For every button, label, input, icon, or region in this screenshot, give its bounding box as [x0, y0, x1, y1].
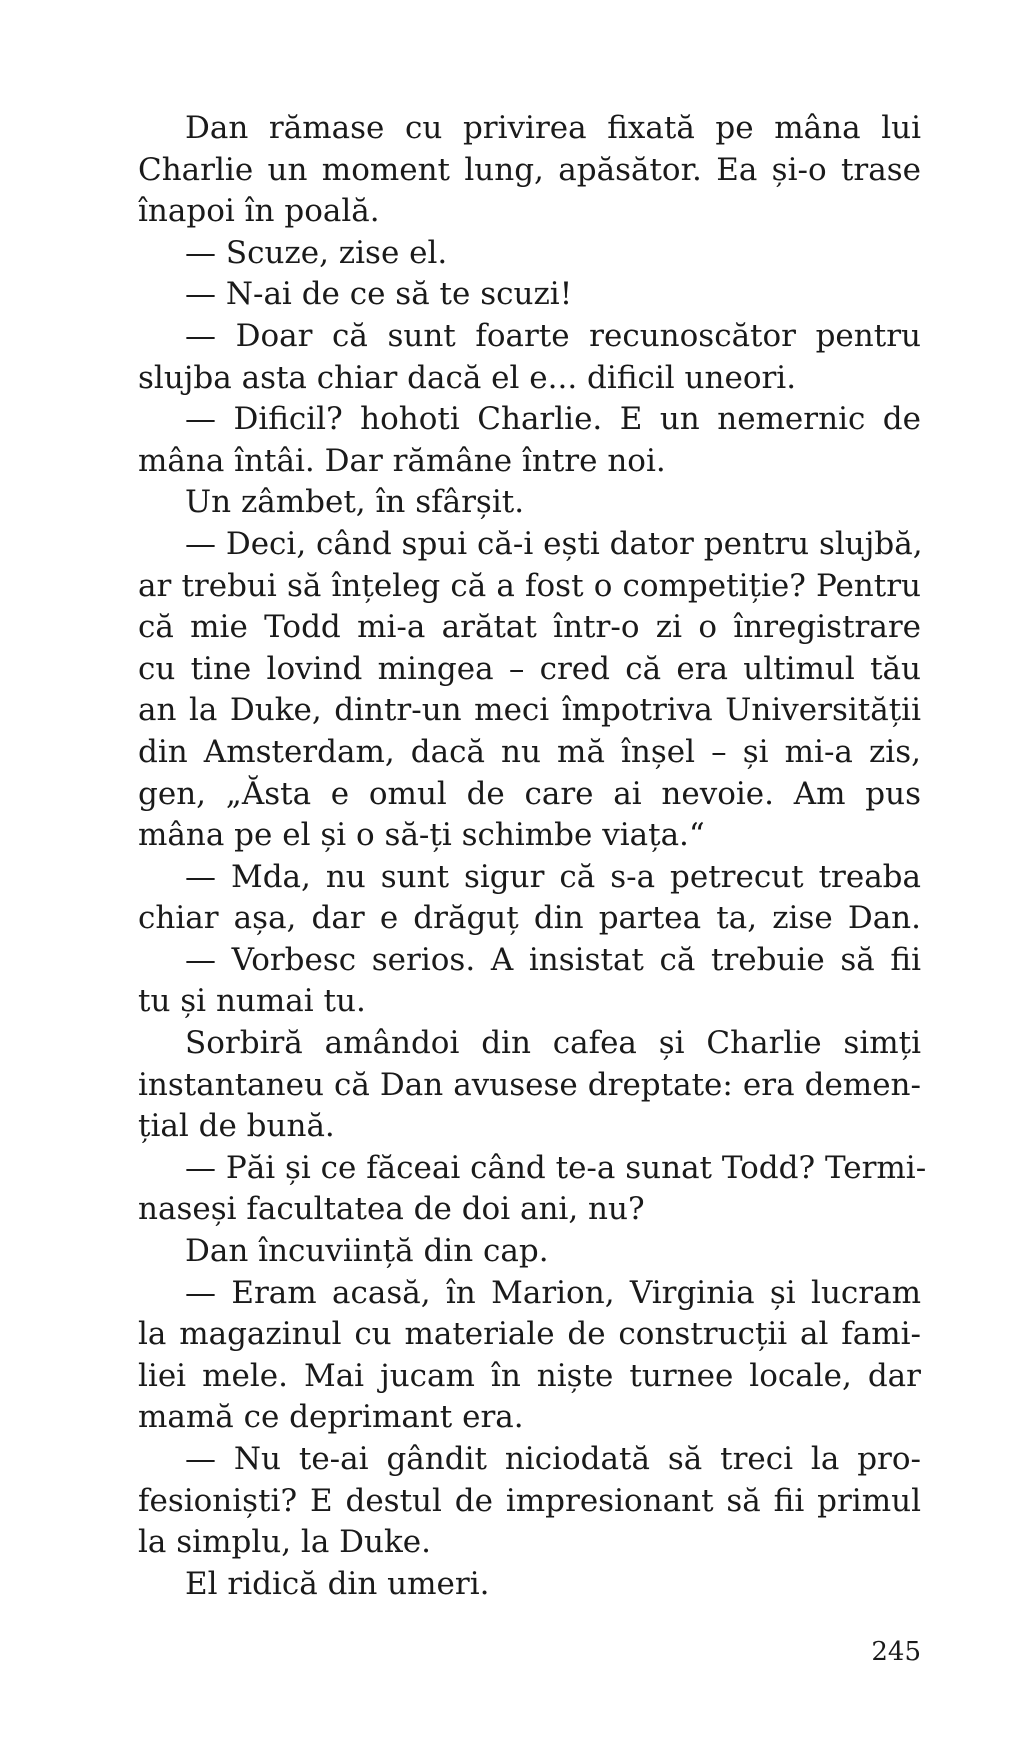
- text-line: mâna întâi. Dar rămâne între noi.: [138, 442, 666, 479]
- text-line: Dan încuviință din cap.: [185, 1233, 549, 1270]
- text-line: — Nu te-ai gândit niciodată să treci la pro-: [185, 1441, 921, 1477]
- text-line: chiar așa, dar e drăguț din partea ta, zise Dan.: [138, 900, 921, 937]
- text-line: fesioniști? E destul de impresionant să fii primul: [138, 1482, 921, 1519]
- text-line: că mie Todd mi-a arătat într-o zi o înregistrare: [138, 609, 921, 646]
- text-line: naseși facultatea de doi ani, nu?: [138, 1191, 645, 1228]
- text-line: — Vorbesc serios. A insistat că trebuie să fii: [185, 941, 921, 978]
- text-line: Dan rămase cu privirea fixată pe mâna lui: [185, 110, 921, 146]
- body-text: [138, 108, 927, 1605]
- text-line: gen, „Ăsta e omul de care ai nevoie. Am pus: [138, 775, 921, 812]
- text-line: mamă ce deprimant era.: [138, 1399, 524, 1436]
- text-line: tu și numai tu.: [138, 983, 366, 1020]
- text-line: — N-ai de ce să te scuzi!: [185, 276, 573, 313]
- text-line: din Amsterdam, dacă nu mă înșel – și mi-a zis,: [138, 733, 921, 770]
- text-line: — Eram acasă, în Marion, Virginia și lucram: [185, 1274, 921, 1311]
- text-line: an la Duke, dintr-un meci împotriva Universității: [138, 692, 921, 729]
- text-line: la magazinul cu materiale de construcții al fami-: [138, 1316, 921, 1353]
- text-line: la simplu, la Duke.: [138, 1524, 431, 1561]
- text-line: mâna pe el și o să-ți schimbe viața.“: [138, 817, 705, 854]
- text-line: ar trebui să înțeleg că a fost o competiție? Pentru: [138, 567, 921, 604]
- text-line: — Mda, nu sunt sigur că s-a petrecut treaba: [185, 858, 921, 895]
- text-line: — Doar că sunt foarte recunoscător pentru: [185, 317, 921, 354]
- text-line: slujba asta chiar dacă el e... dificil uneori.: [138, 359, 797, 396]
- text-line: țial de bună.: [138, 1108, 335, 1145]
- text-line: — Păi și ce făceai când te-a sunat Todd? Termi-: [185, 1149, 927, 1186]
- text-line: Sorbiră amândoi din cafea și Charlie simți: [185, 1025, 921, 1062]
- page-number: 245: [871, 1637, 921, 1667]
- text-line: cu tine lovind mingea – cred că era ultimul tău: [138, 650, 921, 687]
- text-line: Un zâmbet, în sfârșit.: [185, 484, 525, 521]
- text-line: — Scuze, zise el.: [185, 234, 448, 271]
- text-line: — Deci, când spui că-i ești dator pentru slujbă,: [185, 525, 923, 562]
- text-line: El ridică din umeri.: [185, 1565, 490, 1602]
- text-line: — Dificil? hohoti Charlie. E un nemernic de: [185, 401, 921, 438]
- text-line: liei mele. Mai jucam în niște turnee locale, dar: [138, 1357, 921, 1394]
- text-line: Charlie un moment lung, apăsător. Ea și-o trase: [138, 151, 921, 188]
- text-line: înapoi în poală.: [138, 193, 380, 230]
- text-line: instantaneu că Dan avusese dreptate: era demen-: [138, 1066, 921, 1103]
